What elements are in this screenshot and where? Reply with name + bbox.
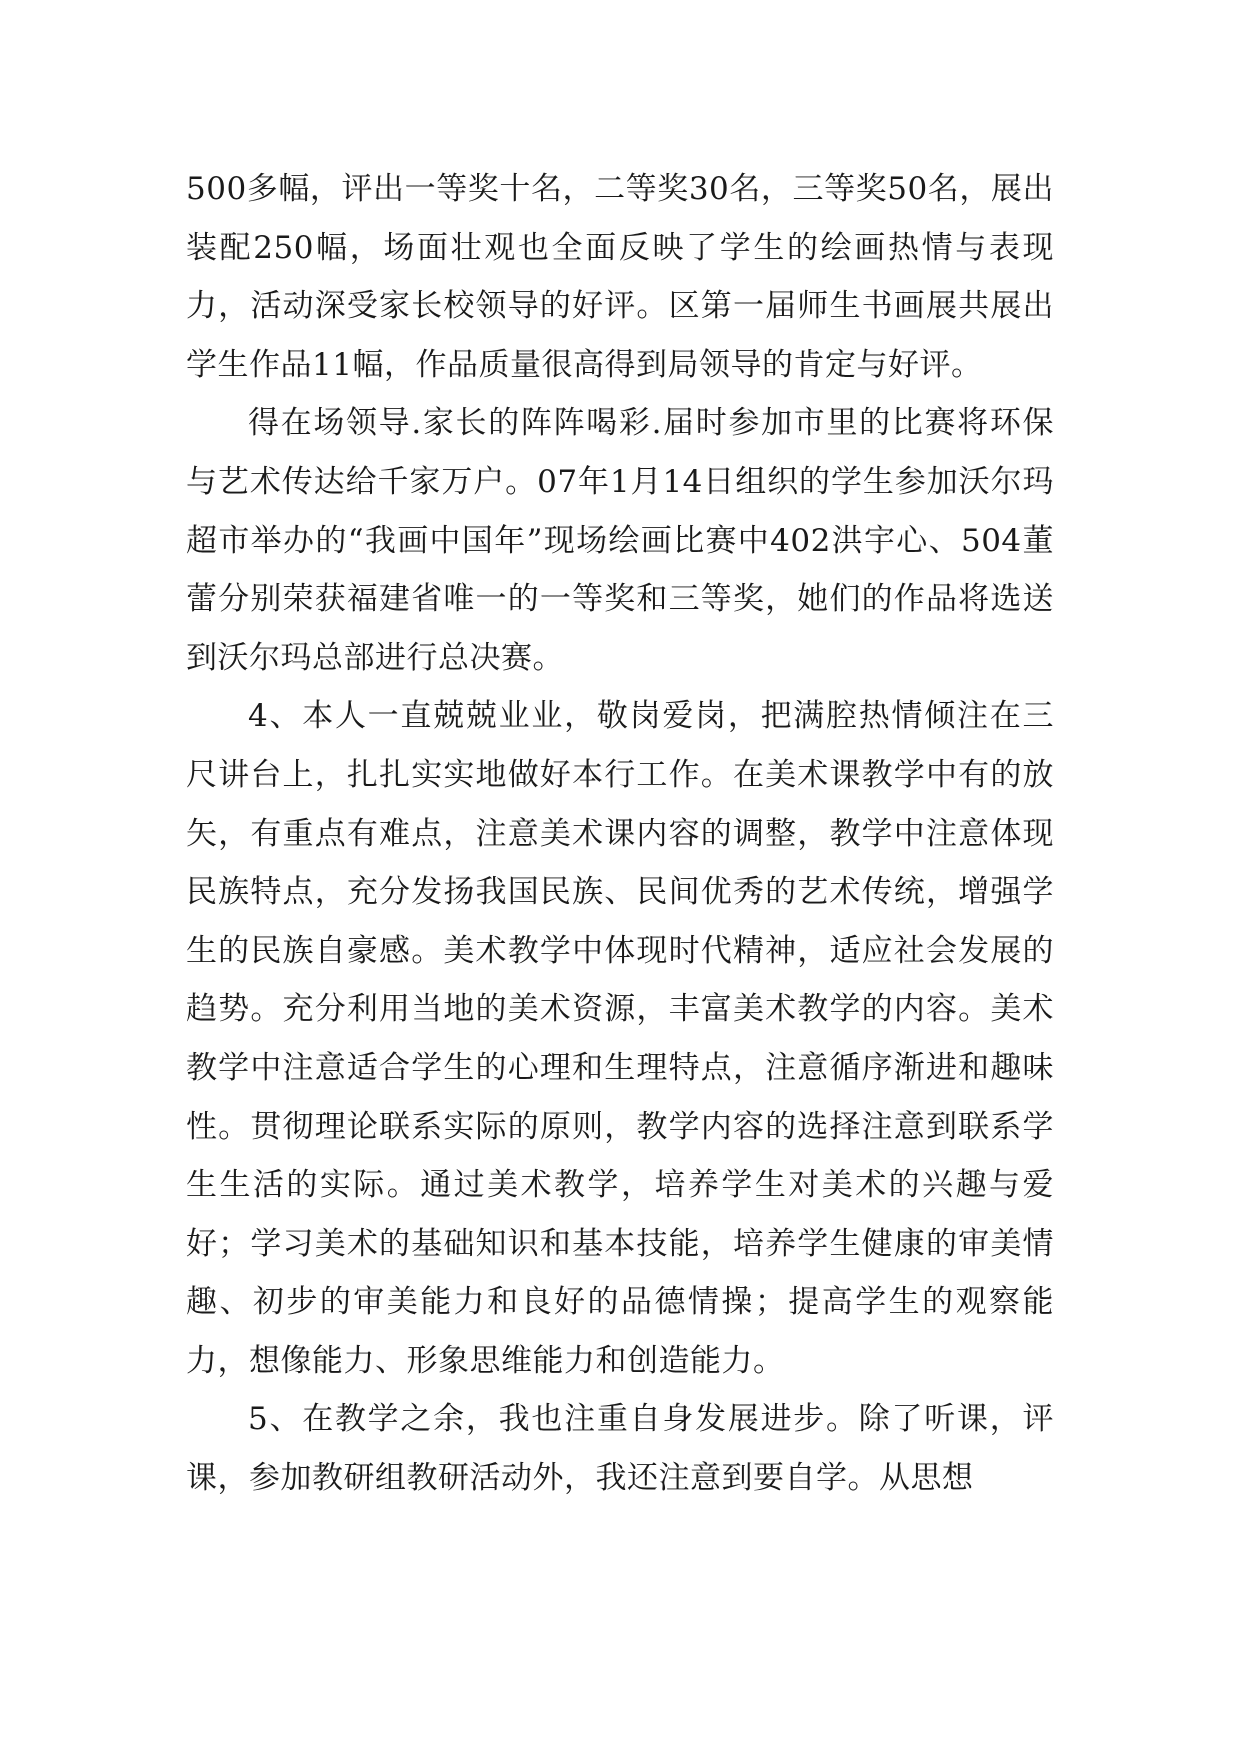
paragraph-self-development: 5、在教学之余，我也注重自身发展进步。除了听课，评课，参加教研组教研活动外，我还注意到要自学。从思想 <box>186 1401 1054 1497</box>
paragraph-competition: 得在场领导.家长的阵阵喝彩.届时参加市里的比赛将环保与艺术传达给千家万户。07年1月14日组织的学生参加沃尔玛超市举办的“我画中国年”现场绘画比赛中402洪宇心、504董蕾分别荣获福建省唯一的一等奖和三等奖，她们的作品将选送到沃尔玛总部进行总决赛。 <box>186 405 1054 676</box>
paragraph-awards-summary: 500多幅，评出一等奖十名，二等奖30名，三等奖50名，展出装配250幅，场面壮观也全面反映了学生的绘画热情与表现力，活动深受家长校领导的好评。区第一届师生书画展共展出学生作品11幅，作品质量很高得到局领导的肯定与好评。 <box>186 171 1054 383</box>
document-body <box>186 160 1054 1508</box>
paragraph-teaching-approach: 4、本人一直兢兢业业，敬岗爱岗，把满腔热情倾注在三尺讲台上，扎扎实实地做好本行工作。在美术课教学中有的放矢，有重点有难点，注意美术课内容的调整，教学中注意体现民族特点，充分发扬我国民族、民间优秀的艺术传统，增强学生的民族自豪感。美术教学中体现时代精神，适应社会发展的趋势。充分利用当地的美术资源，丰富美术教学的内容。美术教学中注意适合学生的心理和生理特点，注意循序渐进和趣味性。贯彻理论联系实际的原则，教学内容的选择注意到联系学生生活的实际。通过美术教学，培养学生对美术的兴趣与爱好；学习美术的基础知识和基本技能，培养学生健康的审美情趣、初步的审美能力和良好的品德情操；提高学生的观察能力，想像能力、形象思维能力和创造能力。 <box>186 698 1054 1379</box>
